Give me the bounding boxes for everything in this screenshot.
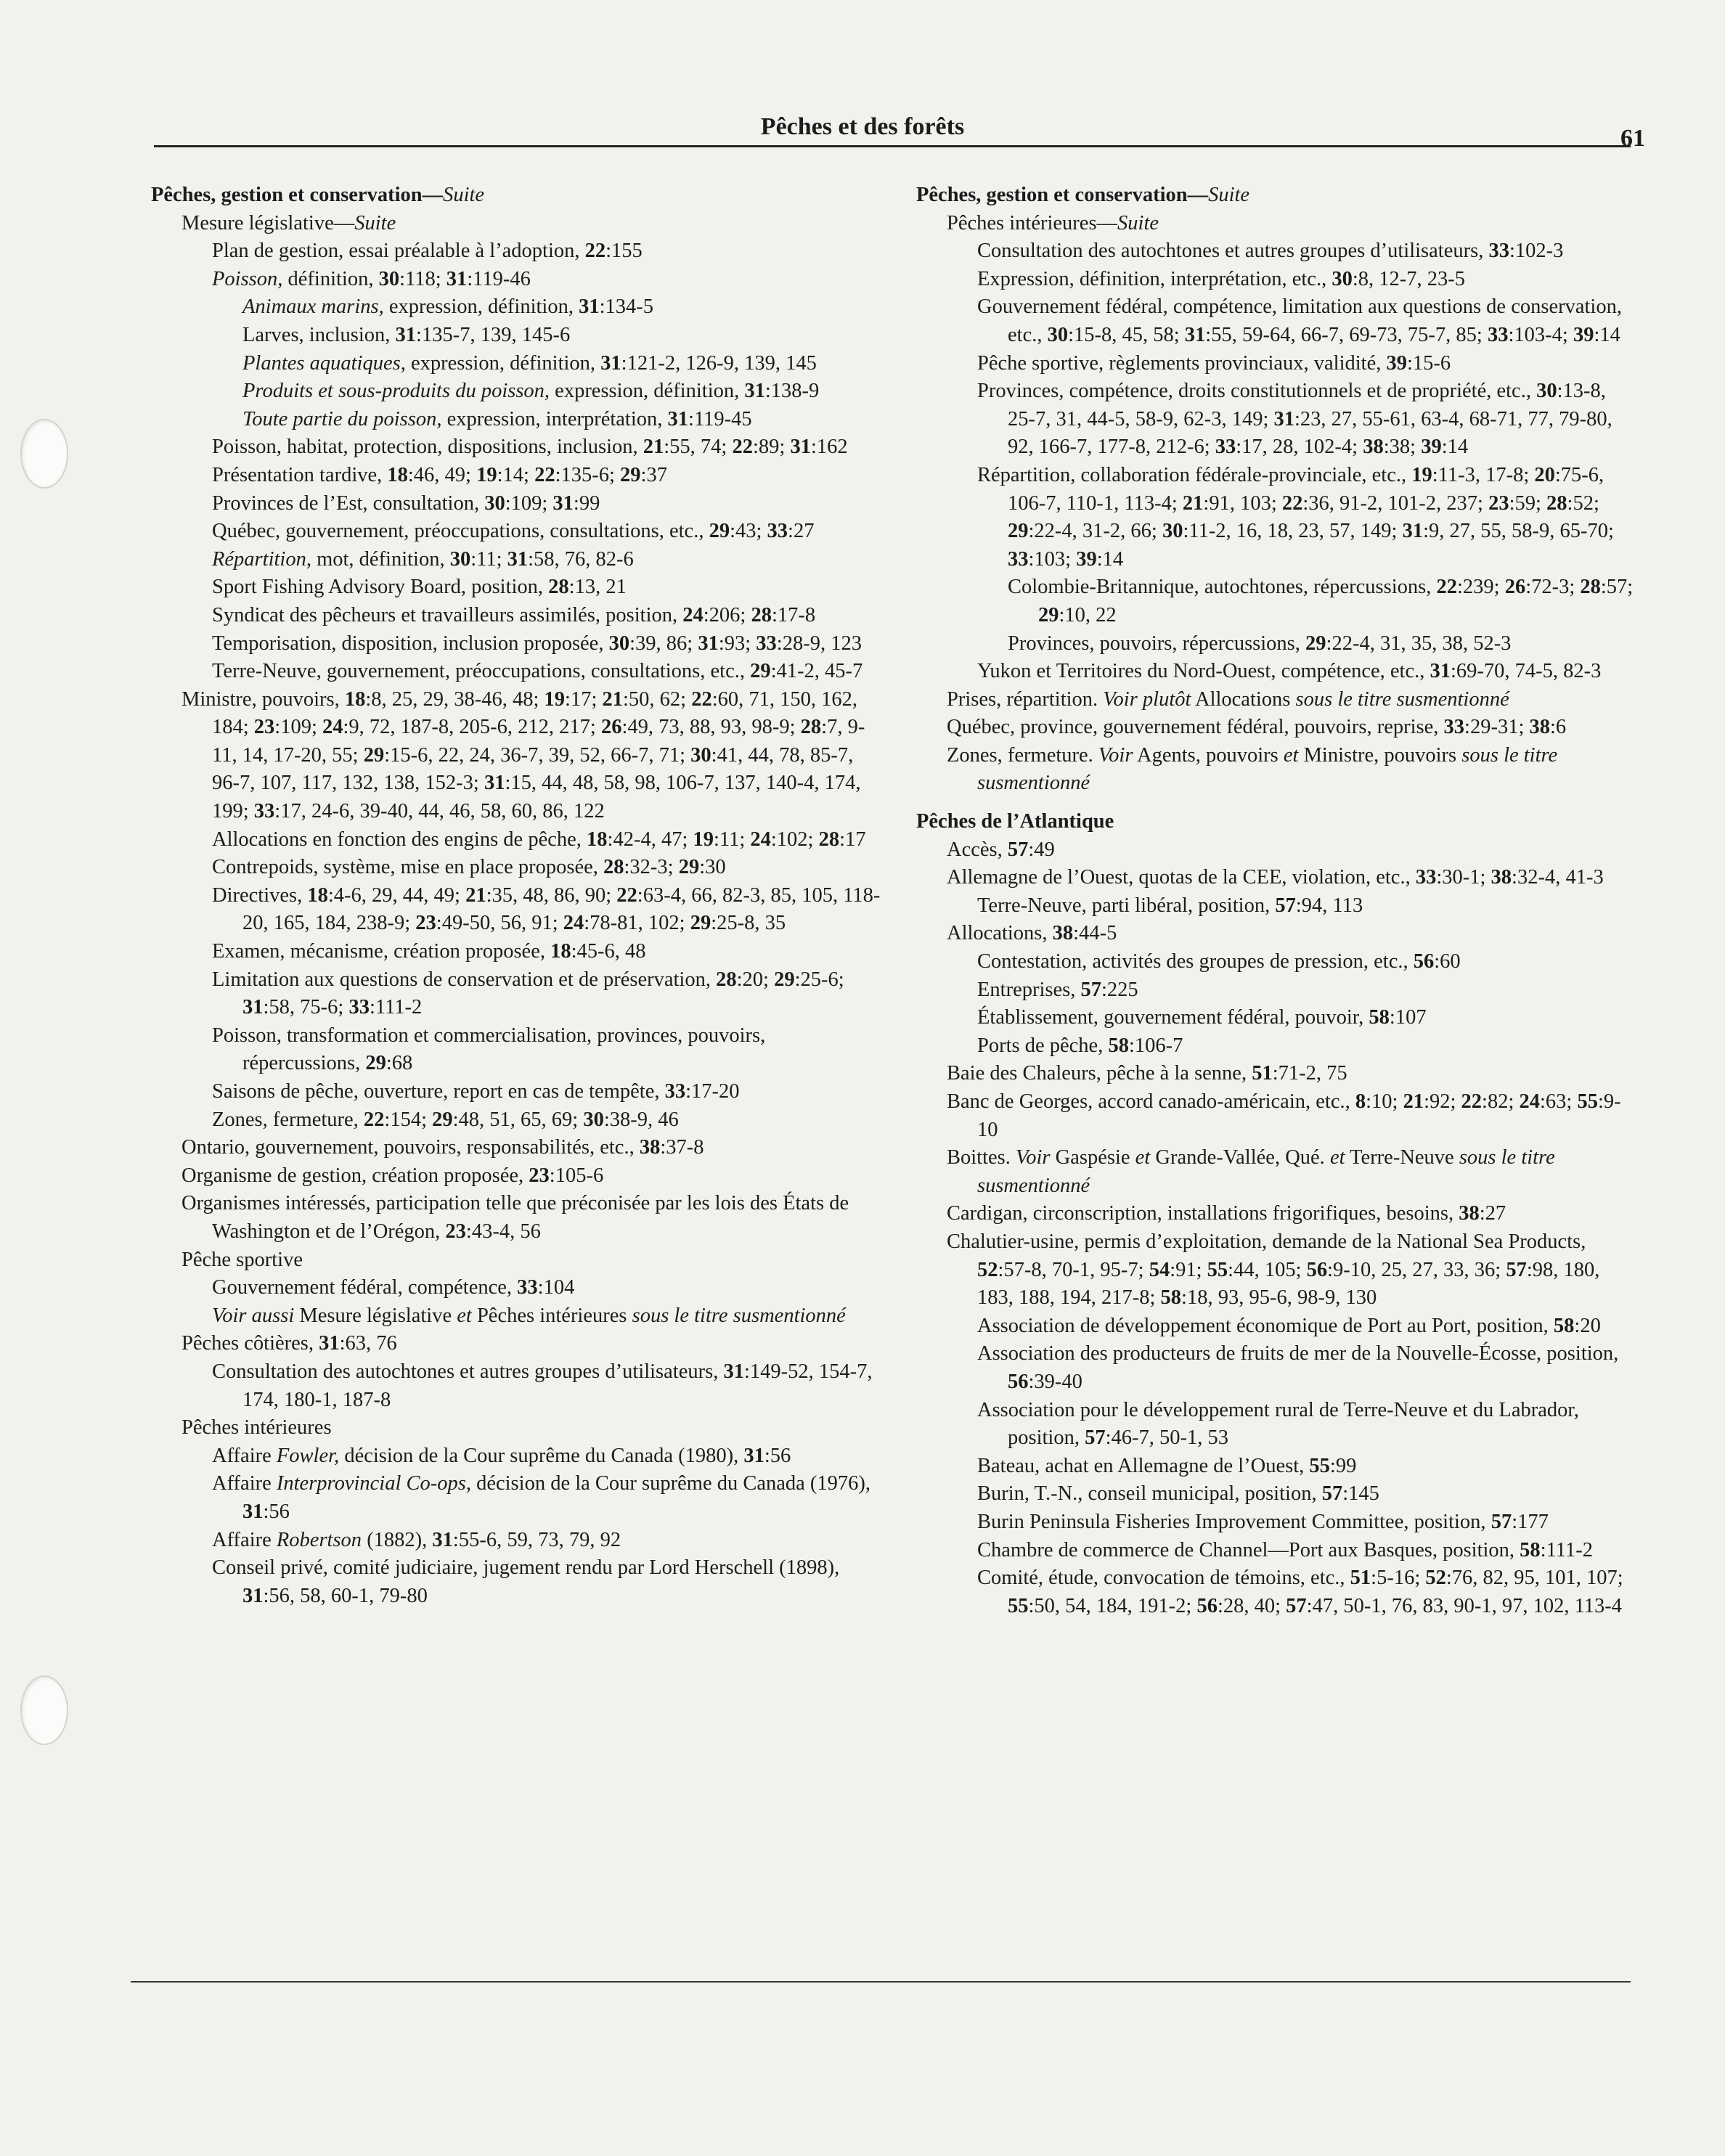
index-entry: Chalutier-usine, permis d’exploitation, demande de la National Sea Products, 52:57-8, 70-1, 95-7; 54:91; 55:44, 105; 56:9-10, 25, 27, 33, 36; 57:98, 180, 183, 188, 194, 217-8; 58:18, 93, 95-6, 98-9, 130 (947, 1230, 1600, 1310)
index-entry: Affaire Robertson (1882), 31:55-6, 59, 73, 79, 92 (212, 1528, 621, 1551)
index-entry: Produits et sous-produits du poisson, expression, définition, 31:138-9 (242, 380, 820, 403)
page-number: 61 (1620, 125, 1645, 152)
index-entry: Allocations en fonction des engins de pêche, 18:42-4, 47; 19:11; 24:102; 28:17 (212, 828, 866, 851)
index-entry: Pêches intérieures (182, 1416, 332, 1440)
index-entry: Syndicat des pêcheurs et travailleurs assimilés, position, 24:206; 28:17-8 (212, 603, 816, 626)
index-entry: Burin, T.-N., conseil municipal, position, 57:145 (977, 1482, 1379, 1506)
index-entry: Burin Peninsula Fisheries Improvement Committee, position, 57:177 (977, 1510, 1549, 1533)
index-entry: Pêches intérieures—Suite (947, 211, 1159, 234)
index-entry: Association pour le développement rural de Terre-Neuve et du Labrador, position, 57:46-7, 50-1, 53 (977, 1398, 1579, 1450)
index-entry: Poisson, définition, 30:118; 31:119-46 (212, 267, 531, 290)
index-entry: Terre-Neuve, gouvernement, préoccupations, consultations, etc., 29:41-2, 45-7 (212, 660, 863, 683)
index-entry: Animaux marins, expression, définition, 31:134-5 (242, 295, 654, 319)
index-entry: Prises, répartition. Voir plutôt Allocations sous le titre susmentionné (947, 687, 1509, 711)
index-entry: Gouvernement fédéral, compétence, limitation aux questions de conservation, etc., 30:15-8, 45, 58; 31:55, 59-64, 66-7, 69-73, 75-7, 85; 33:103-4; 39:14 (977, 295, 1622, 346)
index-entry: Provinces, pouvoirs, répercussions, 29:22-4, 31, 35, 38, 52-3 (1008, 632, 1512, 655)
index-entry: Répartition, collaboration fédérale-provinciale, etc., 19:11-3, 17-8; 20:75-6, 106-7, 110-1, 113-4; 21:91, 103; 22:36, 91-2, 101-2, 237; 23:59; 28:52; 29:22-4, 31-2, 66; 30:11-2, 16, 18, 23, 57, 149; 31:9, 27, 55, 58-9, 65-70; 33:103; 39:14 (977, 463, 1614, 571)
index-entry: Toute partie du poisson, expression, interprétation, 31:119-45 (242, 407, 752, 430)
index-entry: Québec, gouvernement, préoccupations, consultations, etc., 29:43; 33:27 (212, 520, 815, 543)
index-entry: Provinces, compétence, droits constitutionnels et de propriété, etc., 30:13-8, 25-7, 31, 44-5, 58-9, 62-3, 149; 31:23, 27, 55-61, 63-4, 68-71, 77, 79-80, 92, 166-7, 177-8, 212-6; 33:17, 28, 102-4; 38:38; 39:14 (977, 380, 1612, 459)
index-entry: Plantes aquatiques, expression, définition, 31:121-2, 126-9, 139, 145 (242, 351, 817, 375)
index-entry: Sport Fishing Advisory Board, position, 28:13, 21 (212, 576, 627, 599)
index-entry: Plan de gestion, essai préalable à l’adoption, 22:155 (212, 240, 643, 263)
index-entry: Allocations, 38:44-5 (947, 922, 1117, 945)
index-heading: Pêches, gestion et conservation—Suite (916, 184, 1250, 206)
page-title: Pêches et des forêts (760, 113, 965, 140)
index-entry: Chambre de commerce de Channel—Port aux Basques, position, 58:111-2 (977, 1538, 1593, 1561)
index-entry: Zones, fermeture. Voir Agents, pouvoirs et Ministre, pouvoirs sous le titre susmentionné (947, 743, 1558, 795)
index-entry: Québec, province, gouvernement fédéral, pouvoirs, reprise, 33:29-31; 38:6 (947, 716, 1567, 739)
index-entry: Larves, inclusion, 31:135-7, 139, 145-6 (242, 323, 571, 346)
index-entry: Accès, 57:49 (947, 838, 1055, 861)
index-entry: Saisons de pêche, ouverture, report en cas de tempête, 33:17-20 (212, 1080, 740, 1103)
header-rule (154, 145, 1631, 147)
index-entry: Terre-Neuve, parti libéral, position, 57:94, 113 (977, 894, 1363, 917)
binder-hole-top (20, 419, 68, 489)
index-entry: Consultation des autochtones et autres groupes d’utilisateurs, 31:149-52, 154-7, 174, 180-1, 187-8 (212, 1360, 873, 1411)
index-entry: Ministre, pouvoirs, 18:8, 25, 29, 38-46, 48; 19:17; 21:50, 62; 22:60, 71, 150, 162, 184; 23:109; 24:9, 72, 187-8, 205-6, 212, 217; 26:49, 73, 88, 93, 98-9; 28:7, 9-11, 14, 17-20, 55; 29:15-6, 22, 24, 36-7, 39, 52, 66-7, 71; 30:41, 44, 78, 85-7, 96-7, 107, 117, 132, 138, 152-3; 31:15, 44, 48, 58, 98, 106-7, 137, 140-4, 174, 199; 33:17, 24-6, 39-40, 44, 46, 58, 60, 86, 122 (182, 687, 865, 823)
index-entry: Limitation aux questions de conservation et de préservation, 28:20; 29:25-6; 31:58, 75-6; 33:111-2 (212, 968, 844, 1019)
index-entry: Consultation des autochtones et autres groupes d’utilisateurs, 33:102-3 (977, 240, 1564, 263)
index-entry: Gouvernement fédéral, compétence, 33:104 (212, 1276, 575, 1299)
index-entry: Organisme de gestion, création proposée, 23:105-6 (182, 1164, 604, 1187)
index-entry: Conseil privé, comité judiciaire, jugement rendu par Lord Herschell (1898), 31:56, 58, 60-1, 79-80 (212, 1556, 840, 1607)
index-entry: Association des producteurs de fruits de mer de la Nouvelle-Écosse, position, 56:39-40 (977, 1342, 1619, 1393)
index-heading: Pêches, gestion et conservation—Suite (151, 184, 485, 206)
index-entry: Directives, 18:4-6, 29, 44, 49; 21:35, 48, 86, 90; 22:63-4, 66, 82-3, 85, 105, 118-20, 165, 184, 238-9; 23:49-50, 56, 91; 24:78-81, 102; 29:25-8, 35 (212, 883, 881, 935)
index-entry: Organismes intéressés, participation telle que préconisée par les lois des États de Washington et de l’Orégon, 23:43-4, 56 (182, 1192, 849, 1243)
index-entry: Affaire Fowler, décision de la Cour suprême du Canada (1980), 31:56 (212, 1444, 791, 1467)
index-entry: Pêches côtières, 31:63, 76 (182, 1332, 397, 1355)
index-entry: Affaire Interprovincial Co-ops, décision de la Cour suprême du Canada (1976), 31:56 (212, 1472, 871, 1523)
index-column-right (916, 181, 1635, 1620)
index-entry: Ports de pêche, 58:106-7 (977, 1034, 1183, 1057)
index-entry: Présentation tardive, 18:46, 49; 19:14; 22:135-6; 29:37 (212, 463, 667, 486)
index-entry: Colombie-Britannique, autochtones, répercussions, 22:239; 26:72-3; 28:57; 29:10, 22 (1008, 576, 1634, 626)
index-entry: Établissement, gouvernement fédéral, pouvoir, 58:107 (977, 1006, 1427, 1029)
index-entry: Pêche sportive, règlements provinciaux, validité, 39:15-6 (977, 351, 1451, 375)
index-entry: Pêche sportive (182, 1248, 303, 1271)
index-entry: Entreprises, 57:225 (977, 978, 1138, 1001)
index-entry: Banc de Georges, accord canado-américain, etc., 8:10; 21:92; 22:82; 24:63; 55:9-10 (947, 1090, 1621, 1141)
index-entry: Examen, mécanisme, création proposée, 18:45-6, 48 (212, 940, 646, 963)
binder-hole-bottom (20, 1675, 68, 1745)
index-entry: Poisson, transformation et commercialisation, provinces, pouvoirs, répercussions, 29:68 (212, 1024, 766, 1075)
index-entry: Expression, définition, interprétation, etc., 30:8, 12-7, 23-5 (977, 267, 1465, 290)
index-entry: Mesure législative—Suite (182, 211, 396, 234)
index-entry: Cardigan, circonscription, installations frigorifiques, besoins, 38:27 (947, 1202, 1506, 1225)
index-entry: Boittes. Voir Gaspésie et Grande-Vallée, Qué. et Terre-Neuve sous le titre susmentionné (947, 1146, 1555, 1197)
footer-rule (131, 1981, 1631, 1983)
index-entry: Baie des Chaleurs, pêche à la senne, 51:71-2, 75 (947, 1062, 1347, 1085)
index-entry: Contestation, activités des groupes de pression, etc., 56:60 (977, 950, 1461, 973)
index-entry: Zones, fermeture, 22:154; 29:48, 51, 65, 69; 30:38-9, 46 (212, 1108, 679, 1131)
index-heading: Pêches de l’Atlantique (916, 810, 1114, 833)
index-column-left (151, 181, 884, 1610)
index-entry: Comité, étude, convocation de témoins, etc., 51:5-16; 52:76, 82, 95, 101, 107; 55:50, 54, 184, 191-2; 56:28, 40; 57:47, 50-1, 76, 83, 90-1, 97, 102, 113-4 (977, 1567, 1623, 1617)
index-entry: Temporisation, disposition, inclusion proposée, 30:39, 86; 31:93; 33:28-9, 123 (212, 632, 862, 655)
index-entry: Ontario, gouvernement, pouvoirs, responsabilités, etc., 38:37-8 (182, 1136, 704, 1159)
index-entry: Allemagne de l’Ouest, quotas de la CEE, violation, etc., 33:30-1; 38:32-4, 41-3 (947, 866, 1604, 889)
index-entry: Provinces de l’Est, consultation, 30:109; 31:99 (212, 491, 600, 515)
index-entry: Bateau, achat en Allemagne de l’Ouest, 55:99 (977, 1454, 1357, 1477)
index-entry: Yukon et Territoires du Nord-Ouest, compétence, etc., 31:69-70, 74-5, 82-3 (977, 660, 1602, 683)
index-entry: Poisson, habitat, protection, dispositions, inclusion, 21:55, 74; 22:89; 31:162 (212, 436, 848, 459)
index-entry: Voir aussi Mesure législative et Pêches intérieures sous le titre susmentionné (212, 1304, 846, 1327)
index-entry: Contrepoids, système, mise en place proposée, 28:32-3; 29:30 (212, 856, 726, 879)
index-entry: Répartition, mot, définition, 30:11; 31:58, 76, 82-6 (212, 547, 634, 571)
index-entry: Association de développement économique de Port au Port, position, 58:20 (977, 1314, 1601, 1337)
